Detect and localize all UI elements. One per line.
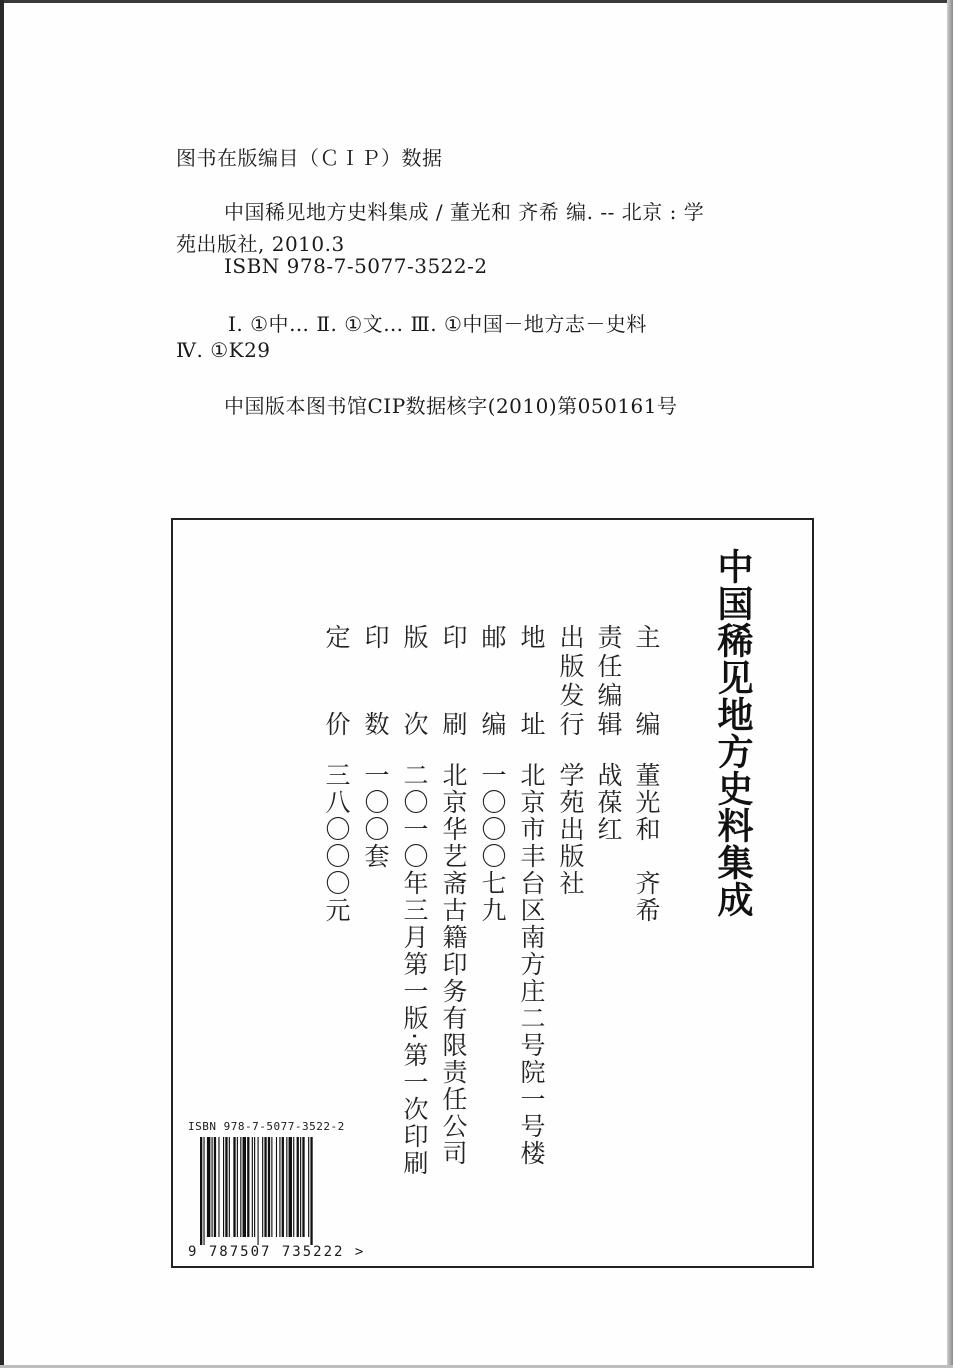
barcode-bar <box>268 1137 270 1237</box>
barcode-bar <box>254 1137 255 1237</box>
barcode-bar <box>229 1137 230 1237</box>
barcode-bar <box>218 1137 219 1237</box>
barcode-bar <box>237 1137 238 1237</box>
barcode-bar <box>233 1137 235 1237</box>
cip-line-subjects: Ⅰ. ①中… Ⅱ. ①文… Ⅲ. ①中国－地方志－史料 <box>228 312 647 336</box>
label-print-run: 印数 <box>361 624 390 736</box>
barcode-isbn-text: ISBN 978-7-5077-3522-2 <box>188 1120 345 1133</box>
label-address: 地址 <box>517 624 546 736</box>
barcode-bar <box>240 1137 241 1237</box>
barcode-bar <box>271 1137 272 1237</box>
value-publisher: 学苑出版社 <box>556 762 585 897</box>
barcode-bar <box>302 1137 304 1237</box>
value-print-run: 一〇〇套 <box>361 762 390 870</box>
barcode-bar <box>247 1137 249 1237</box>
barcode-bar <box>297 1137 299 1237</box>
value-responsible-editor: 战葆红 <box>594 762 623 843</box>
barcode-bar <box>225 1137 227 1237</box>
barcode-bar <box>212 1137 213 1237</box>
cip-line-classification: Ⅳ. ①K29 <box>176 338 271 362</box>
barcode-bar <box>286 1137 287 1237</box>
value-edition: 二〇一〇年三月第一版·第一次印刷 <box>400 762 429 1177</box>
barcode-bar <box>214 1137 216 1237</box>
book-title: 中国稀见地方史料集成 <box>712 548 753 918</box>
label-edition: 版次 <box>400 624 429 736</box>
barcode-bar <box>200 1137 202 1245</box>
barcode-digits: 9 787507 735222 > <box>188 1244 366 1260</box>
label-responsible-editor: 责任编辑 <box>594 624 623 736</box>
barcode-bar <box>252 1137 253 1237</box>
barcode-bar <box>289 1137 292 1237</box>
barcode-bar <box>279 1137 280 1237</box>
barcode-bar <box>223 1137 224 1237</box>
value-printer: 北京华艺斋古籍印务有限责任公司 <box>439 762 468 1167</box>
barcode-bar <box>258 1137 259 1245</box>
label-printer: 印刷 <box>439 624 468 736</box>
isbn-barcode <box>188 1120 368 1265</box>
cip-line-record-number: 中国版本图书馆CIP数据核字(2010)第050161号 <box>224 394 678 418</box>
barcode-bar <box>282 1137 284 1237</box>
value-chief-editor: 董光和 齐希 <box>632 762 661 924</box>
cip-heading: 图书在版编目（ＣＩＰ）数据 <box>176 146 443 170</box>
cip-line-publisher: 苑出版社, 2010.3 <box>176 232 345 256</box>
barcode-bars <box>198 1137 358 1245</box>
value-postcode: 一〇〇〇七九 <box>478 762 507 924</box>
barcode-bar <box>310 1137 312 1245</box>
barcode-bar <box>243 1137 246 1237</box>
cip-line-isbn: ISBN 978-7-5077-3522-2 <box>224 254 488 278</box>
barcode-bar <box>300 1137 301 1237</box>
barcode-bar <box>203 1137 204 1245</box>
barcode-bar <box>276 1137 277 1237</box>
value-price: 三八〇〇〇元 <box>322 762 351 924</box>
barcode-bar <box>264 1137 266 1237</box>
barcode-bar <box>293 1137 294 1237</box>
barcode-bar <box>207 1137 210 1237</box>
label-postcode: 邮编 <box>478 624 507 736</box>
label-price: 定价 <box>322 624 351 736</box>
page-edge-left <box>0 0 4 1368</box>
page-edge-right <box>947 0 953 1368</box>
label-publisher: 出版发行 <box>556 624 585 736</box>
barcode-bar <box>308 1137 309 1237</box>
cip-line-title: 中国稀见地方史料集成 / 董光和 齐希 编. -- 北京 : 学 <box>224 200 705 224</box>
value-address: 北京市丰台区南方庄二号院一号楼 <box>517 762 546 1167</box>
label-chief-editor: 主编 <box>632 624 661 736</box>
page-edge-top <box>0 0 953 3</box>
barcode-bar <box>262 1137 263 1237</box>
